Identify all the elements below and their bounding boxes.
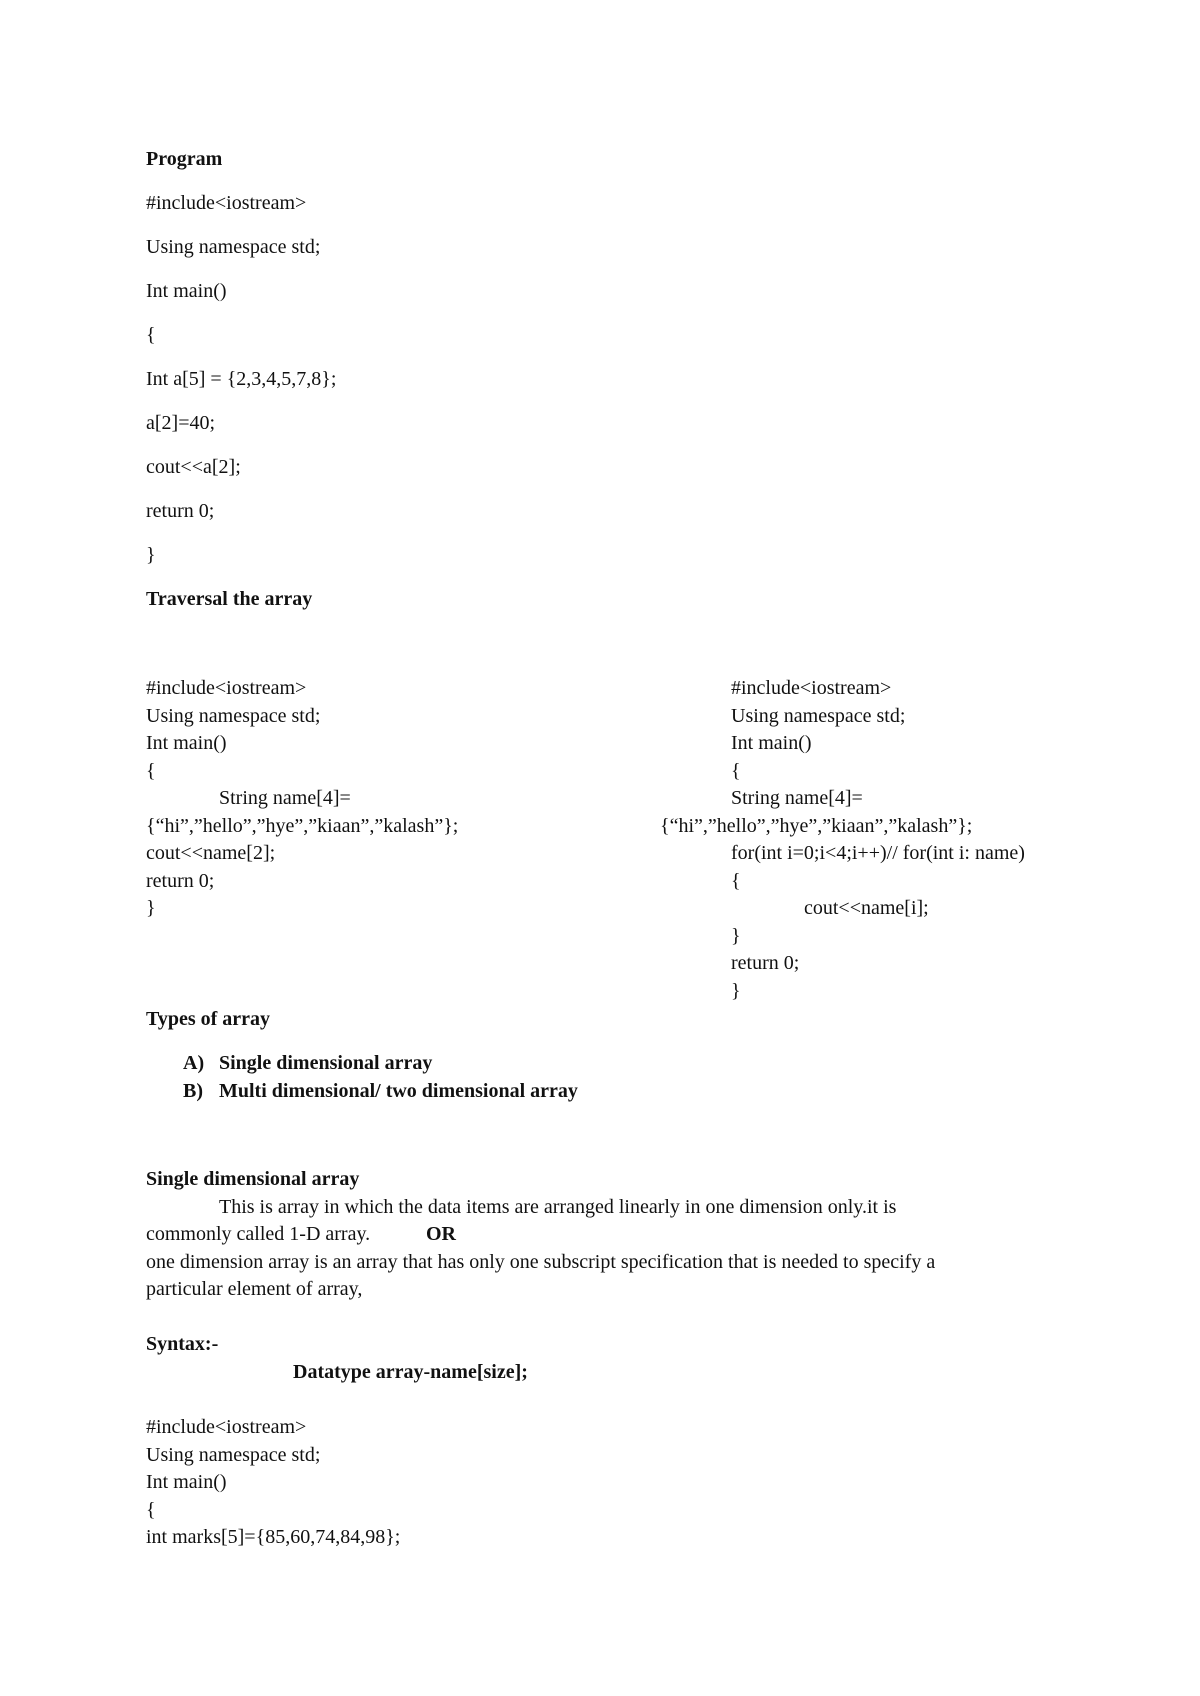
right-code-line: cout<<name[i]; [804,897,929,919]
program-code-line: return 0; [146,500,215,522]
syntax-label: Syntax:- [146,1333,219,1355]
right-code-line: { [731,870,741,892]
left-code-line: {“hi”,”hello”,”hye”,”kiaan”,”kalash”}; [146,815,459,837]
right-code-line: { [731,760,741,782]
left-code-line: return 0; [146,870,215,892]
single-code-line: { [146,1499,156,1521]
program-code-line: #include<iostream> [146,192,307,214]
left-code-line: String name[4]= [219,787,351,809]
right-code-line: {“hi”,”hello”,”hye”,”kiaan”,”kalash”}; [660,815,973,837]
single-code-line: Using namespace std; [146,1444,321,1466]
left-code-line: Using namespace std; [146,705,321,727]
program-code-line: } [146,544,156,566]
right-code-line: Using namespace std; [731,705,906,727]
types-item-marker: A) [183,1052,205,1074]
single-paragraph-line: This is array in which the data items are arranged linearly in one dimension only.it is [219,1196,897,1218]
right-code-line: String name[4]= [731,787,863,809]
syntax-text: Datatype array-name[size]; [293,1361,528,1383]
program-code-line: Int main() [146,280,227,302]
left-code-line: Int main() [146,732,227,754]
single-paragraph-line: particular element of array, [146,1278,363,1300]
right-code-line: } [731,925,741,947]
left-code-line: #include<iostream> [146,677,307,699]
right-code-line: for(int i=0;i<4;i++)// for(int i: name) [731,842,1025,864]
program-code-line: a[2]=40; [146,412,216,434]
or-label: OR [426,1223,456,1245]
right-code-line: #include<iostream> [731,677,892,699]
program-code-line: cout<<a[2]; [146,456,241,478]
left-code-line: { [146,760,156,782]
right-code-line: Int main() [731,732,812,754]
left-code-line: cout<<name[2]; [146,842,276,864]
single-paragraph-line: one dimension array is an array that has only one subscript specification that is needed to specify a [146,1251,936,1273]
program-heading: Program [146,148,223,170]
types-heading: Types of array [146,1008,271,1030]
single-code-line: #include<iostream> [146,1416,307,1438]
left-code-line: } [146,897,156,919]
single-paragraph-line: commonly called 1-D array. [146,1223,371,1245]
right-code-line: } [731,980,741,1002]
program-code-line: Using namespace std; [146,236,321,258]
types-item-text: Single dimensional array [219,1052,433,1074]
types-item-text: Multi dimensional/ two dimensional array [219,1080,578,1102]
single-code-line: Int main() [146,1471,227,1493]
right-code-line: return 0; [731,952,800,974]
single-code-line: int marks[5]={85,60,74,84,98}; [146,1526,401,1548]
traversal-heading: Traversal the array [146,588,313,610]
program-code-line: Int a[5] = {2,3,4,5,7,8}; [146,368,337,390]
program-code-line: { [146,324,156,346]
single-heading: Single dimensional array [146,1168,360,1190]
types-item-marker: B) [183,1080,203,1102]
